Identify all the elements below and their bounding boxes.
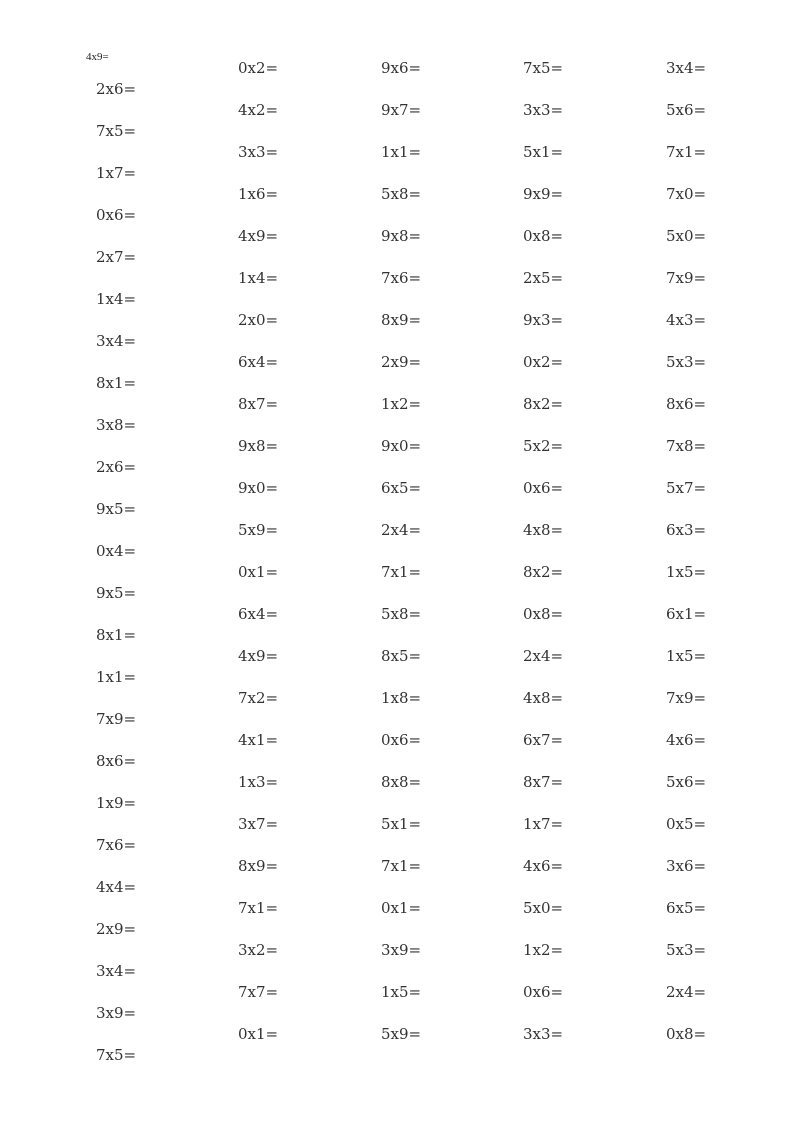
math-problem: 7x1= xyxy=(238,899,279,917)
math-problem: 2x0= xyxy=(238,311,279,329)
math-problem: 9x0= xyxy=(381,437,422,455)
math-problem: 0x6= xyxy=(381,731,422,749)
math-problem: 3x4= xyxy=(96,962,137,980)
math-problem: 7x5= xyxy=(523,59,564,77)
problem-column-2 xyxy=(238,57,278,1065)
math-problem: 7x2= xyxy=(238,689,279,707)
math-problem: 4x9= xyxy=(238,647,279,665)
math-problem: 6x3= xyxy=(666,521,707,539)
math-problem: 2x7= xyxy=(96,248,137,266)
math-problem: 4x9= xyxy=(238,227,279,245)
math-problem: 5x3= xyxy=(666,941,707,959)
math-problem: 8x8= xyxy=(381,773,422,791)
math-problem: 7x1= xyxy=(666,143,707,161)
math-problem: 7x7= xyxy=(238,983,279,1001)
math-problem: 3x8= xyxy=(96,416,137,434)
math-problem: 7x9= xyxy=(666,689,707,707)
math-problem: 8x9= xyxy=(381,311,422,329)
math-problem: 0x8= xyxy=(666,1025,707,1043)
math-problem: 1x9= xyxy=(96,794,137,812)
math-problem: 7x1= xyxy=(381,563,422,581)
math-problem: 8x1= xyxy=(96,626,137,644)
math-problem: 2x6= xyxy=(96,458,137,476)
math-problem: 1x2= xyxy=(523,941,564,959)
math-problem: 3x2= xyxy=(238,941,279,959)
math-problem: 3x9= xyxy=(381,941,422,959)
math-problem: 4x3= xyxy=(666,311,707,329)
math-problem: 4x6= xyxy=(523,857,564,875)
math-problem: 2x9= xyxy=(381,353,422,371)
math-problem: 0x8= xyxy=(523,227,564,245)
math-problem: 6x7= xyxy=(523,731,564,749)
math-problem: 0x5= xyxy=(666,815,707,833)
math-problem: 0x1= xyxy=(238,1025,279,1043)
math-problem: 9x5= xyxy=(96,584,137,602)
math-problem: 8x7= xyxy=(523,773,564,791)
math-problem: 4x2= xyxy=(238,101,279,119)
math-problem: 2x4= xyxy=(523,647,564,665)
math-problem: 9x8= xyxy=(381,227,422,245)
math-problem: 7x9= xyxy=(666,269,707,287)
math-problem: 7x8= xyxy=(666,437,707,455)
math-problem: 8x5= xyxy=(381,647,422,665)
math-problem: 9x3= xyxy=(523,311,564,329)
math-problem: 0x6= xyxy=(523,983,564,1001)
math-problem: 0x2= xyxy=(523,353,564,371)
math-problem: 9x9= xyxy=(523,185,564,203)
math-problem: 3x6= xyxy=(666,857,707,875)
math-problem: 0x6= xyxy=(523,479,564,497)
math-problem: 4x8= xyxy=(523,689,564,707)
math-problem: 5x8= xyxy=(381,605,422,623)
math-problem: 1x4= xyxy=(96,290,137,308)
math-problem: 9x8= xyxy=(238,437,279,455)
math-problem: 0x1= xyxy=(381,899,422,917)
math-problem: 5x1= xyxy=(523,143,564,161)
math-problem: 5x0= xyxy=(523,899,564,917)
math-problem: 6x5= xyxy=(666,899,707,917)
math-problem: 7x6= xyxy=(96,836,137,854)
math-problem: 9x7= xyxy=(381,101,422,119)
problem-column-5 xyxy=(666,57,706,1065)
math-problem: 2x4= xyxy=(381,521,422,539)
math-problem: 8x2= xyxy=(523,563,564,581)
math-problem: 2x5= xyxy=(523,269,564,287)
math-problem: 8x7= xyxy=(238,395,279,413)
math-problem: 2x9= xyxy=(96,920,137,938)
math-problem: 3x3= xyxy=(523,1025,564,1043)
math-problem: 1x5= xyxy=(381,983,422,1001)
math-problem: 3x4= xyxy=(666,59,707,77)
math-problem: 1x5= xyxy=(666,563,707,581)
math-problem: 1x1= xyxy=(96,668,137,686)
first-problem: 4x9= xyxy=(86,51,109,63)
math-problem: 5x7= xyxy=(666,479,707,497)
math-problem: 9x6= xyxy=(381,59,422,77)
math-problem: 5x8= xyxy=(381,185,422,203)
math-problem: 9x5= xyxy=(96,500,137,518)
math-problem: 8x9= xyxy=(238,857,279,875)
math-problem: 3x3= xyxy=(238,143,279,161)
math-problem: 1x5= xyxy=(666,647,707,665)
problem-column-1 xyxy=(96,78,136,1086)
math-problem: 5x2= xyxy=(523,437,564,455)
math-problem: 8x6= xyxy=(96,752,137,770)
math-problem: 3x4= xyxy=(96,332,137,350)
math-problem: 5x9= xyxy=(238,521,279,539)
problem-column-4 xyxy=(523,57,563,1065)
math-problem: 9x0= xyxy=(238,479,279,497)
math-problem: 0x1= xyxy=(238,563,279,581)
math-problem: 1x2= xyxy=(381,395,422,413)
math-problem: 6x1= xyxy=(666,605,707,623)
math-problem: 5x3= xyxy=(666,353,707,371)
math-problem: 8x2= xyxy=(523,395,564,413)
math-problem: 3x9= xyxy=(96,1004,137,1022)
math-problem: 6x4= xyxy=(238,605,279,623)
math-problem: 8x6= xyxy=(666,395,707,413)
math-problem: 7x5= xyxy=(96,122,137,140)
math-problem: 7x0= xyxy=(666,185,707,203)
math-problem: 1x7= xyxy=(96,164,137,182)
math-problem: 0x4= xyxy=(96,542,137,560)
math-problem: 1x4= xyxy=(238,269,279,287)
math-problem: 1x1= xyxy=(381,143,422,161)
problem-column-3 xyxy=(381,57,421,1065)
math-problem: 5x6= xyxy=(666,773,707,791)
math-problem: 5x6= xyxy=(666,101,707,119)
math-problem: 8x1= xyxy=(96,374,137,392)
math-problem: 2x4= xyxy=(666,983,707,1001)
math-problem: 5x1= xyxy=(381,815,422,833)
math-problem: 4x1= xyxy=(238,731,279,749)
math-problem: 7x5= xyxy=(96,1046,137,1064)
math-problem: 0x6= xyxy=(96,206,137,224)
math-problem: 2x6= xyxy=(96,80,137,98)
math-problem: 4x6= xyxy=(666,731,707,749)
math-problem: 6x5= xyxy=(381,479,422,497)
math-problem: 0x8= xyxy=(523,605,564,623)
math-problem: 7x9= xyxy=(96,710,137,728)
math-problem: 1x8= xyxy=(381,689,422,707)
math-problem: 4x4= xyxy=(96,878,137,896)
math-problem: 4x8= xyxy=(523,521,564,539)
math-problem: 3x3= xyxy=(523,101,564,119)
math-problem: 1x7= xyxy=(523,815,564,833)
math-problem: 1x3= xyxy=(238,773,279,791)
math-problem: 7x1= xyxy=(381,857,422,875)
math-problem: 1x6= xyxy=(238,185,279,203)
math-problem: 7x6= xyxy=(381,269,422,287)
math-problem: 6x4= xyxy=(238,353,279,371)
math-problem: 3x7= xyxy=(238,815,279,833)
math-problem: 5x9= xyxy=(381,1025,422,1043)
math-problem: 0x2= xyxy=(238,59,279,77)
math-problem: 5x0= xyxy=(666,227,707,245)
